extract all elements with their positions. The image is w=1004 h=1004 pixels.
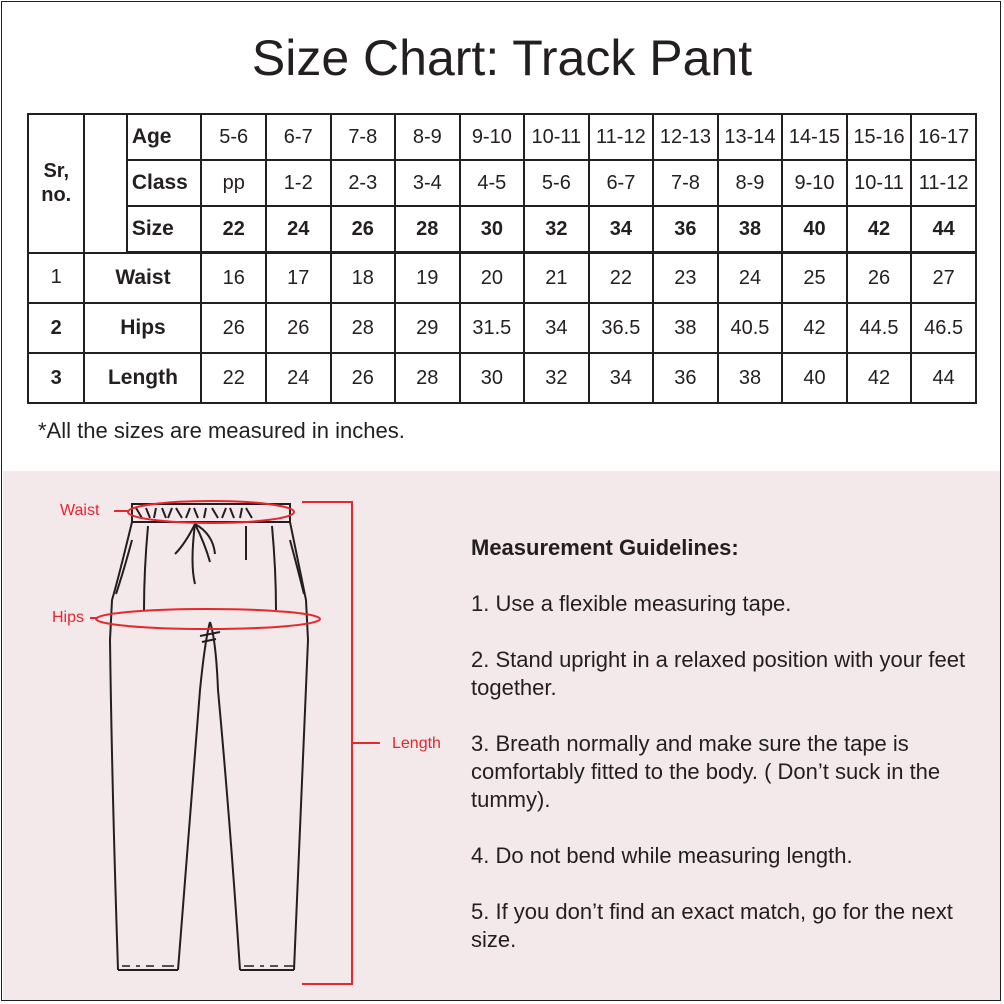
table-row — [28, 253, 976, 304]
header-cell: 40 — [782, 206, 847, 253]
table-cell: 24 — [266, 353, 331, 403]
header-cell: pp — [201, 160, 266, 206]
srno-header: Sr, no. — [28, 114, 84, 253]
table-row — [28, 353, 976, 403]
header-cell: 12-13 — [653, 114, 718, 160]
header-cell: 4-5 — [460, 160, 525, 206]
table-cell: 30 — [460, 353, 525, 403]
table-cell: 21 — [524, 253, 589, 304]
row-label: Length — [84, 353, 201, 403]
header-cell: 10-11 — [524, 114, 589, 160]
table-cell: 26 — [201, 303, 266, 353]
header-label: Size — [127, 206, 202, 253]
table-cell: 40.5 — [718, 303, 783, 353]
page-title: Size Chart: Track Pant — [251, 30, 753, 86]
row-number: 2 — [28, 303, 84, 353]
table-cell: 22 — [201, 353, 266, 403]
table-cell: 38 — [653, 303, 718, 353]
header-cell: 5-6 — [201, 114, 266, 160]
header-cell: 6-7 — [266, 114, 331, 160]
table-cell: 34 — [589, 353, 654, 403]
table-cell: 26 — [266, 303, 331, 353]
table-cell: 16 — [201, 253, 266, 304]
guideline-item: 5. If you don’t find an exact match, go for the next size. — [471, 899, 953, 952]
guideline-item: 2. Stand upright in a relaxed position with your feet together. — [471, 647, 966, 700]
table-cell: 25 — [782, 253, 847, 304]
table-cell: 42 — [782, 303, 847, 353]
header-cell: 8-9 — [395, 114, 460, 160]
table-cell: 32 — [524, 353, 589, 403]
header-cell: 38 — [718, 206, 783, 253]
header-cell: 34 — [589, 206, 654, 253]
header-label: Class — [127, 160, 202, 206]
table-cell: 31.5 — [460, 303, 525, 353]
table-cell: 18 — [331, 253, 396, 304]
table-row — [28, 303, 976, 353]
header-cell: 28 — [395, 206, 460, 253]
table-cell: 19 — [395, 253, 460, 304]
row-label: Hips — [84, 303, 201, 353]
table-cell: 22 — [589, 253, 654, 304]
table-cell: 36.5 — [589, 303, 654, 353]
table-cell: 40 — [782, 353, 847, 403]
header-cell: 15-16 — [847, 114, 912, 160]
track-pant-illustration — [40, 490, 380, 990]
header-cell: 42 — [847, 206, 912, 253]
length-label: Length — [392, 735, 441, 752]
header-cell: 9-10 — [460, 114, 525, 160]
header-cell: 13-14 — [718, 114, 783, 160]
header-cell: 24 — [266, 206, 331, 253]
table-cell: 28 — [395, 353, 460, 403]
table-cell: 29 — [395, 303, 460, 353]
header-cell: 44 — [911, 206, 976, 253]
guideline-item: 3. Breath normally and make sure the tape is comfortably fitted to the body. ( Don’t suck in the tummy). — [471, 731, 941, 812]
header-cell: 7-8 — [653, 160, 718, 206]
header-cell: 2-3 — [331, 160, 396, 206]
table-cell: 38 — [718, 353, 783, 403]
table-cell: 27 — [911, 253, 976, 304]
guidelines-title: Measurement Guidelines: — [471, 535, 739, 560]
blank-header — [84, 114, 126, 253]
row-number: 3 — [28, 353, 84, 403]
header-cell: 22 — [201, 206, 266, 253]
header-row — [28, 206, 976, 253]
table-cell: 44.5 — [847, 303, 912, 353]
header-cell: 9-10 — [782, 160, 847, 206]
header-label: Age — [127, 114, 202, 160]
header-cell: 11-12 — [589, 114, 654, 160]
header-cell: 11-12 — [911, 160, 976, 206]
header-cell: 36 — [653, 206, 718, 253]
row-number: 1 — [28, 253, 84, 304]
table-cell: 34 — [524, 303, 589, 353]
guideline-item: 1. Use a flexible measuring tape. — [471, 591, 792, 616]
header-cell: 14-15 — [782, 114, 847, 160]
header-cell: 26 — [331, 206, 396, 253]
header-cell: 8-9 — [718, 160, 783, 206]
header-cell: 6-7 — [589, 160, 654, 206]
header-row — [28, 114, 976, 160]
table-cell: 26 — [847, 253, 912, 304]
hips-label: Hips — [52, 609, 85, 626]
table-cell: 36 — [653, 353, 718, 403]
table-cell: 23 — [653, 253, 718, 304]
header-cell: 10-11 — [847, 160, 912, 206]
table-cell: 42 — [847, 353, 912, 403]
header-cell: 5-6 — [524, 160, 589, 206]
row-label: Waist — [84, 253, 201, 304]
header-cell: 30 — [460, 206, 525, 253]
measurement-guidelines — [471, 534, 981, 982]
header-cell: 7-8 — [331, 114, 396, 160]
table-cell: 17 — [266, 253, 331, 304]
header-cell: 32 — [524, 206, 589, 253]
header-cell: 1-2 — [266, 160, 331, 206]
table-cell: 26 — [331, 353, 396, 403]
table-cell: 44 — [911, 353, 976, 403]
size-chart-table — [27, 113, 977, 404]
header-cell: 16-17 — [911, 114, 976, 160]
table-cell: 24 — [718, 253, 783, 304]
measurement-note: *All the sizes are measured in inches. — [38, 418, 405, 443]
waist-label: Waist — [60, 502, 100, 519]
guideline-item: 4. Do not bend while measuring length. — [471, 843, 853, 868]
table-cell: 20 — [460, 253, 525, 304]
header-cell: 3-4 — [395, 160, 460, 206]
header-row — [28, 160, 976, 206]
table-cell: 46.5 — [911, 303, 976, 353]
table-cell: 28 — [331, 303, 396, 353]
